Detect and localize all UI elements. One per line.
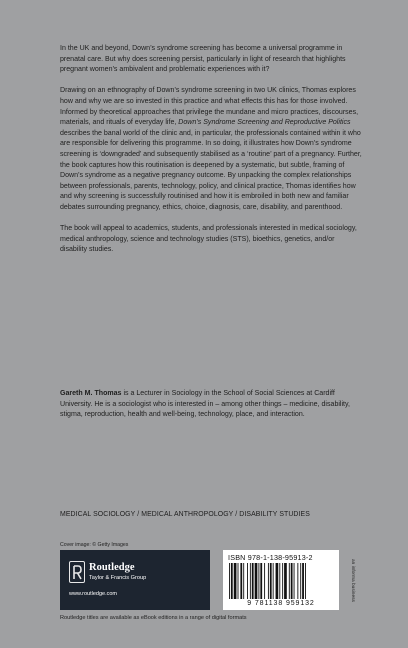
isbn-number: ISBN 978-1-138-95913-2 (228, 553, 313, 562)
author-bio (60, 389, 362, 421)
subject-categories: MEDICAL SOCIOLOGY / MEDICAL ANTHROPOLOGY / DISABILITY STUDIES (60, 511, 310, 518)
blurb-p2-text-start: Drawing on an ethnography of Down’s syndrome screening in two UK clinics, Thomas explores how and why we are so invested in this practice and what effects this has for those involved. Informed by theoretical approaches that privilege the mundane and micro practices, discourses, materials, and rituals of everyday life, (60, 87, 359, 127)
barcode-digits: 9 781138 959132 (247, 600, 315, 607)
cover-credit: Cover image: © Getty Images (60, 542, 129, 548)
blurb-paragraph-3: The book will appeal to academics, students, and professionals interested in medical sociology, medical anthropology, science and technology studies (STS), bioethics, genetics, and/or disability studies. (60, 225, 357, 254)
publisher-name: Routledge (89, 562, 135, 573)
blurb-paragraph-2 (60, 86, 362, 213)
ebook-notice: Routledge titles are available as eBook editions in a range of digital formats (60, 615, 247, 621)
publisher-group: Taylor & Francis Group (89, 575, 147, 581)
informa-business-tag: an informa business (350, 558, 355, 602)
barcode-icon (228, 563, 334, 599)
blurb-p2-text-end: describes the banal world of the clinic and, in particular, the professionals contained within it who are responsible for delivering this programme. In so doing, it illustrates how Down’s syndrome screening is ‘downgraded’ and subsequently stabilised as a ‘routine’ part of a pregnancy. Further, the book captures how this routinisation is deepened by a systematic, but subtle, framing of Down’s syndrome as a negative pregnancy outcome. By unpacking the complex relationships between professionals, parents, technology, policy, and clinical practice, Thomas identifies how and why screening is successfully routinised and how it is embroiled in both new and familiar debates surrounding pregnancy, ethics, choice, diagnosis, care, disability, and parenthood. (60, 129, 362, 211)
blurb-paragraph-1: In the UK and beyond, Down’s syndrome screening has become a universal programme in prenatal care. But why does screening persist, particularly in light of research that highlights pregnant women’s ambivalent and problematic experiences with it? (60, 45, 346, 74)
publisher-bar (60, 550, 210, 610)
author-name: Gareth M. Thomas (60, 390, 122, 397)
isbn-barcode-box (223, 550, 339, 610)
book-title-italic: Down’s Syndrome Screening and Reproductive Politics (178, 119, 351, 127)
book-blurb (60, 44, 362, 266)
author-bio-text: is a Lecturer in Sociology in the School of Social Sciences at Cardiff University. He is a sociologist who is interested in – among other things – medicine, disability, stigma, reproduction, health and well-being, technology, place, and interaction. (60, 390, 350, 419)
publisher-url[interactable]: www.routledge.com (69, 591, 117, 597)
routledge-r-icon (69, 561, 85, 583)
